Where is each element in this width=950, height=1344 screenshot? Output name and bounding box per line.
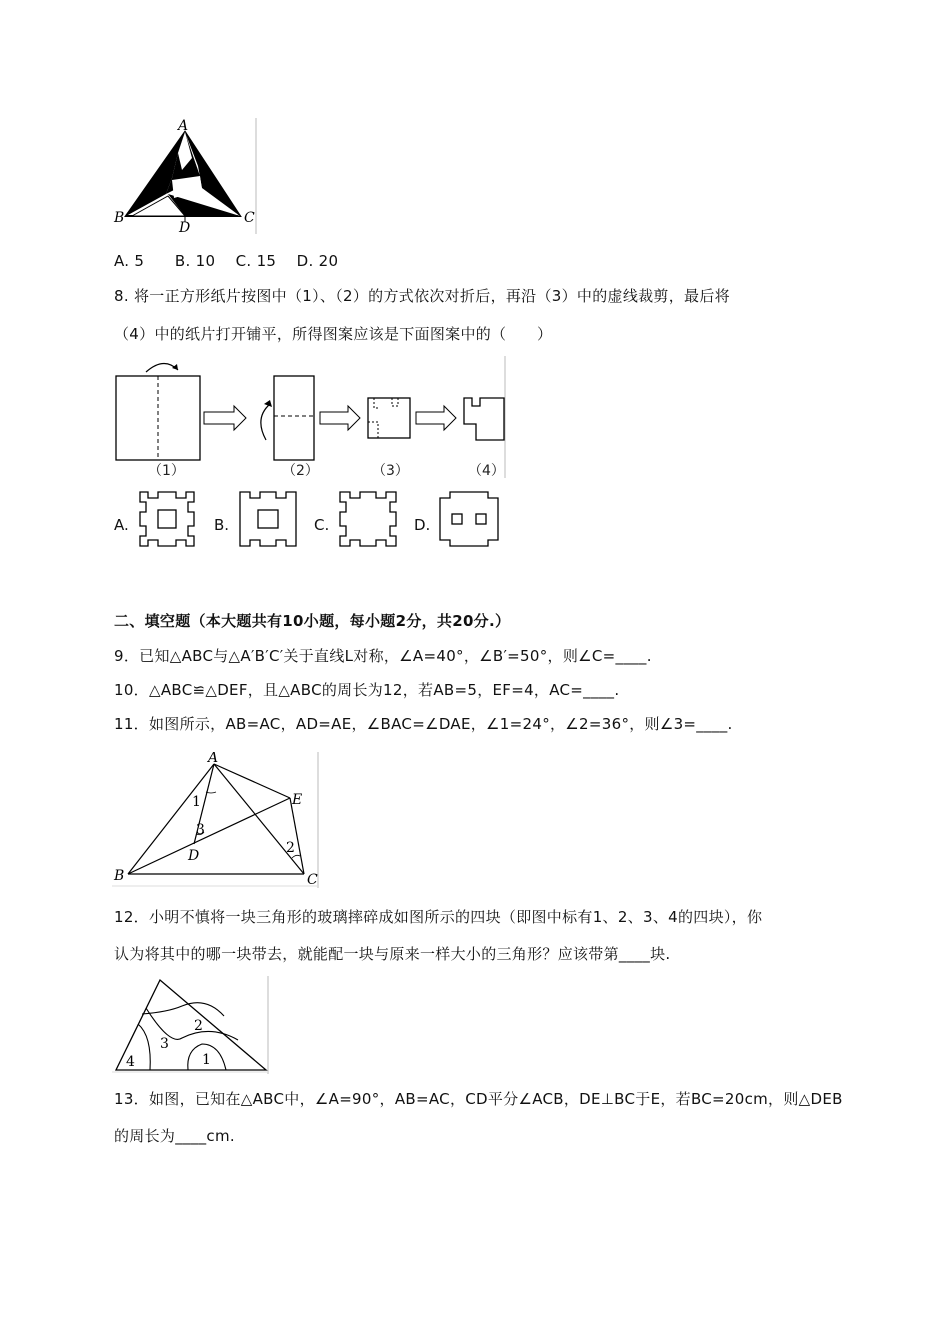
q11-label-c: C [307,872,318,888]
q8-option-a-figure[interactable] [136,488,198,550]
q11-angle-1: 1 [192,794,201,810]
q8-option-c-figure[interactable] [336,488,400,550]
q8-option-c-label: C. [314,516,330,534]
q9-text: 9．已知△ABC与△A′B′C′关于直线L对称，∠A=40°，∠B′=50°，则∠C=____. [114,647,652,665]
q11-angle-2: 2 [286,840,295,856]
q8-caption-1: （1） [148,463,185,479]
q13-line2: 的周长为____cm. [114,1127,235,1145]
q7-options: A. 5 B. 10 C. 15 D. 20 [114,252,339,270]
q12-piece-1: 1 [202,1052,211,1068]
q12-piece-4: 4 [126,1054,135,1070]
q12-line2: 认为将其中的哪一块带去，就能配一块与原来一样大小的三角形？应该带第____块. [114,945,671,963]
q11-triangle-figure [112,752,322,888]
q12-broken-glass-figure [112,976,272,1074]
q8-caption-3: （3） [372,463,409,479]
q8-option-d-figure[interactable] [436,488,502,550]
q7-label-c: C [244,210,255,226]
q8-option-b-label: B. [214,516,230,534]
q8-caption-4: （4） [468,463,505,479]
q11-label-b: B [114,868,125,884]
q11-angle-3: 3 [196,822,205,838]
q8-option-b-figure[interactable] [236,488,300,550]
q12-piece-3: 3 [160,1036,169,1052]
q7-label-a: A [178,118,189,134]
q7-label-d: D [179,220,191,234]
q7-triangle-figure [112,118,258,234]
q7-label-b: B [114,210,125,226]
q8-option-d-label: D. [414,516,431,534]
q8-caption-2: （2） [282,463,319,479]
q11-label-d: D [188,848,200,864]
q12-line1: 12．小明不慎将一块三角形的玻璃摔碎成如图所示的四块（即图中标有1、2、3、4的四块），你 [114,908,763,926]
q10-text: 10．△ABC≌△DEF，且△ABC的周长为12，若AB=5，EF=4，AC=____. [114,681,620,699]
q8-line1: 8. 将一正方形纸片按图中（1）、（2）的方式依次对折后，再沿（3）中的虚线裁剪，最后将 [114,287,730,305]
q11-text: 11．如图所示，AB=AC，AD=AE，∠BAC=∠DAE，∠1=24°，∠2=36°，则∠3=____. [114,715,733,733]
section2-heading: 二、填空题（本大题共有10小题，每小题2分，共20分.） [114,612,511,630]
q11-label-e: E [292,792,303,808]
q8-option-a-label: A. [114,516,129,534]
q13-line1: 13．如图，已知在△ABC中，∠A=90°，AB=AC，CD平分∠ACB，DE⊥BC于E，若BC=20cm，则△DEB [114,1090,843,1108]
q12-piece-2: 2 [194,1018,203,1034]
q11-label-a: A [208,752,219,766]
q8-line2: （4）中的纸片打开铺平，所得图案应该是下面图案中的（ ） [114,325,553,343]
